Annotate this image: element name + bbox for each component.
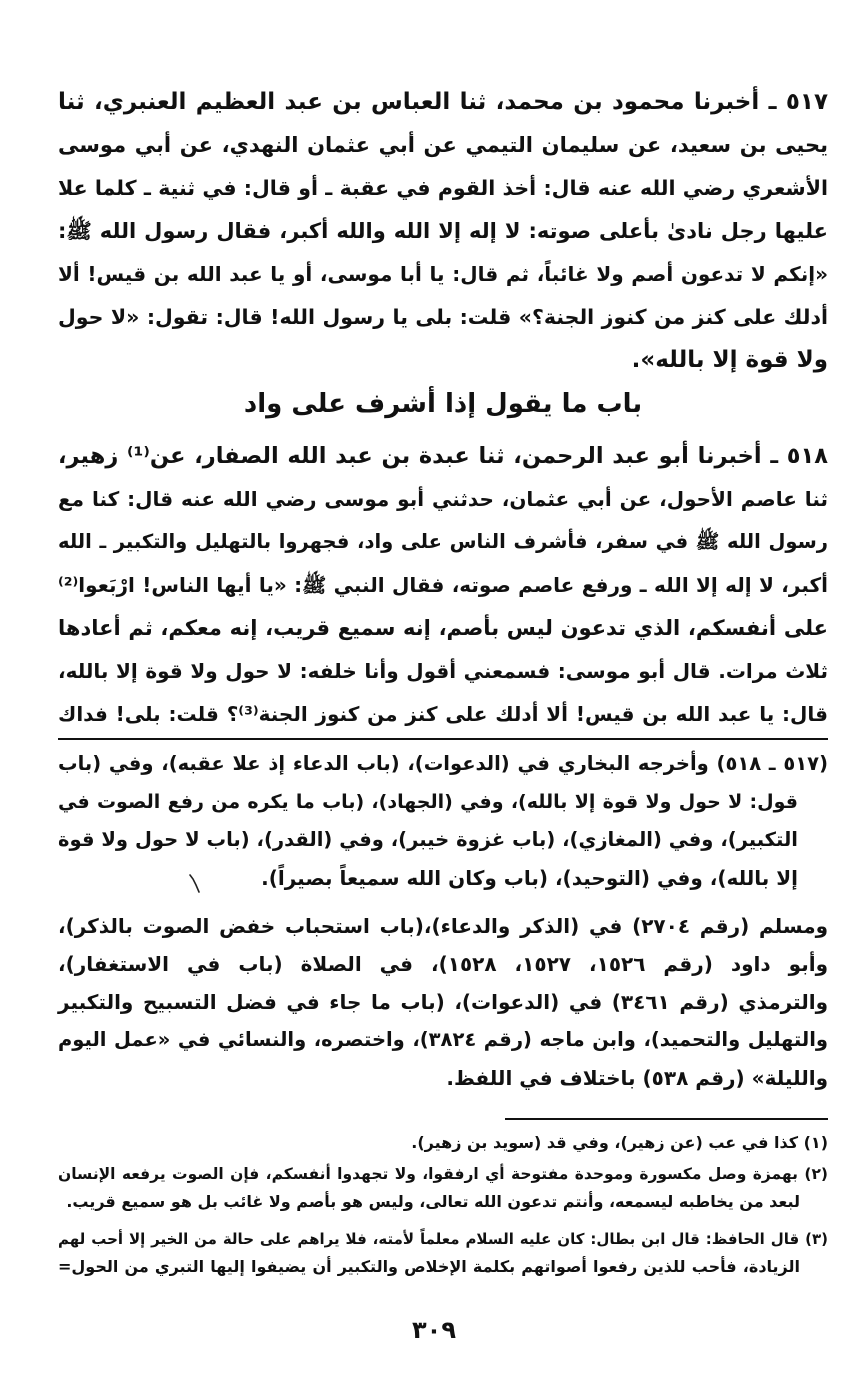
- hadith-517-line-1: ٥١٧ ـ أخبرنا محمود بن محمد، ثنا العباس بن عبد العظيم العنبري، ثنا: [58, 89, 828, 115]
- hadith-518-line-3: رسول الله ﷺ في سفر، فأشرف الناس على واد، فجهروا بالتهليل والتكبير ـ الله: [58, 530, 828, 553]
- hadith-518-line-4: أكبر، لا إله إلا الله ـ ورفع عاصم صوته، فقال النبي ﷺ: «يا أيها الناس! ارْبَعوا⁽²⁾: [58, 573, 828, 597]
- takhrij-line-4: إلا بالله)، وفي (التوحيد)، (باب وكان الله سميعاً بصيراً).: [261, 866, 798, 890]
- footnote-2-line-1: (٢) بهمزة وصل مكسورة وموحدة مفتوحة أي ارفقوا، ولا تجهدوا أنفسكم، فإن الصوت يرفعه الإنسان: [58, 1165, 828, 1183]
- chapter-heading: باب ما يقول إذا أشرف على واد: [243, 389, 643, 419]
- hadith-517-line-5: «إنكم لا تدعون أصم ولا غائباً، ثم قال: يا أبا موسى، أو يا عبد الله بن قيس! ألا: [58, 262, 828, 286]
- hadith-517-line-6: أدلك على كنز من كنوز الجنة؟» قلت: بلى يا رسول الله! قال: تقول: «لا حول: [58, 305, 828, 329]
- takhrij-line-5: ومسلم (رقم ٢٧٠٤) في (الذكر والدعاء)،(باب استحباب خفض الصوت بالذكر)،: [58, 914, 829, 938]
- hadith-518-line-5: على أنفسكم، الذي تدعون ليس بأصم، إنه سميع قريب، إنه معكم، ثم أعادها: [58, 616, 828, 640]
- footnote-3-line-2: الزيادة، فأحب للذين رفعوا أصواتهم بكلمة الإخلاص والتكبير أن يضيفوا إليها التبري من الحول=: [58, 1257, 800, 1276]
- takhrij-line-9: والليلة» (رقم ٥٣٨) باختلاف في اللفظ.: [446, 1066, 828, 1090]
- hadith-517-line-4: عليها رجل نادىٰ بأعلى صوته: لا إله إلا الله والله أكبر، فقال رسول الله ﷺ:: [58, 219, 828, 243]
- takhrij-line-6: وأبو داود (رقم ١٥٢٦، ١٥٢٧، ١٥٢٨)، في الصلاة (باب في الاستغفار)،: [58, 952, 829, 976]
- takhrij-line-3: التكبير)، وفي (المغازي)، (باب غزوة خيبر)، وفي (القدر)، (باب لا حول ولا قوة: [58, 828, 798, 851]
- hadith-518-line-2: ثنا عاصم الأحول، عن أبي عثمان، حدثني أبو موسى رضي الله عنه قال: كنا مع: [58, 487, 828, 511]
- takhrij-line-2: قول: لا حول ولا قوة إلا بالله)، وفي (الجهاد)، (باب ما يكره من رفع الصوت في: [58, 791, 798, 813]
- page-number: ٣٠٩: [412, 1316, 456, 1344]
- footnote-2-line-2: لبعد من يخاطبه ليسمعه، وأنتم تدعون الله تعالى، وليس هو بأصم ولا غائب بل هو سميع قريب.: [66, 1192, 800, 1211]
- hadith-517-line-7: ولا قوة إلا بالله».: [631, 347, 828, 373]
- hadith-518-line-1: ٥١٨ ـ أخبرنا أبو عبد الرحمن، ثنا عبدة بن عبد الله الصفار، عن⁽¹⁾ زهير،: [58, 443, 828, 469]
- main-text-separator: [58, 738, 828, 740]
- hadith-517-line-3: الأشعري رضي الله عنه قال: أخذ القوم في عقبة ـ أو قال: في ثنية ـ كلما علا: [58, 176, 828, 200]
- takhrij-line-8: والتهليل والتحميد)، وابن ماجه (رقم ٣٨٢٤)، واختصره، والنسائي في «عمل اليوم: [58, 1028, 828, 1051]
- hadith-517-line-2: يحيى بن سعيد، عن سليمان التيمي عن أبي عثمان النهدي، عن أبي موسى: [58, 133, 828, 157]
- footnote-3-line-1: (٣) قال الحافظ: قال ابن بطال: كان عليه السلام معلماً لأمته، فلا يراهم على حالة من الخير إلا أحب لهم: [58, 1230, 828, 1248]
- pen-mark: [187, 873, 203, 895]
- footnote-separator: [505, 1118, 828, 1120]
- hadith-518-line-6: ثلاث مرات. قال أبو موسى: فسمعني أقول وأنا خلفه: لا حول ولا قوة إلا بالله،: [58, 659, 828, 683]
- takhrij-line-1: (٥١٧ ـ ٥١٨) وأخرجه البخاري في (الدعوات)، (باب الدعاء إذ علا عقبه)، وفي (باب: [58, 752, 828, 775]
- footnote-1: (١) كذا في عب (عن زهير)، وفي قد (سويد بن زهير).: [411, 1133, 828, 1152]
- takhrij-line-7: والترمذي (رقم ٣٤٦١) في (الدعوات)، (باب ما جاء في فضل التسبيح والتكبير: [58, 990, 828, 1014]
- hadith-518-line-7: قال: يا عبد الله بن قيس! ألا أدلك على كنز من كنوز الجنة⁽³⁾؟ قلت: بلى! فداك: [58, 702, 829, 726]
